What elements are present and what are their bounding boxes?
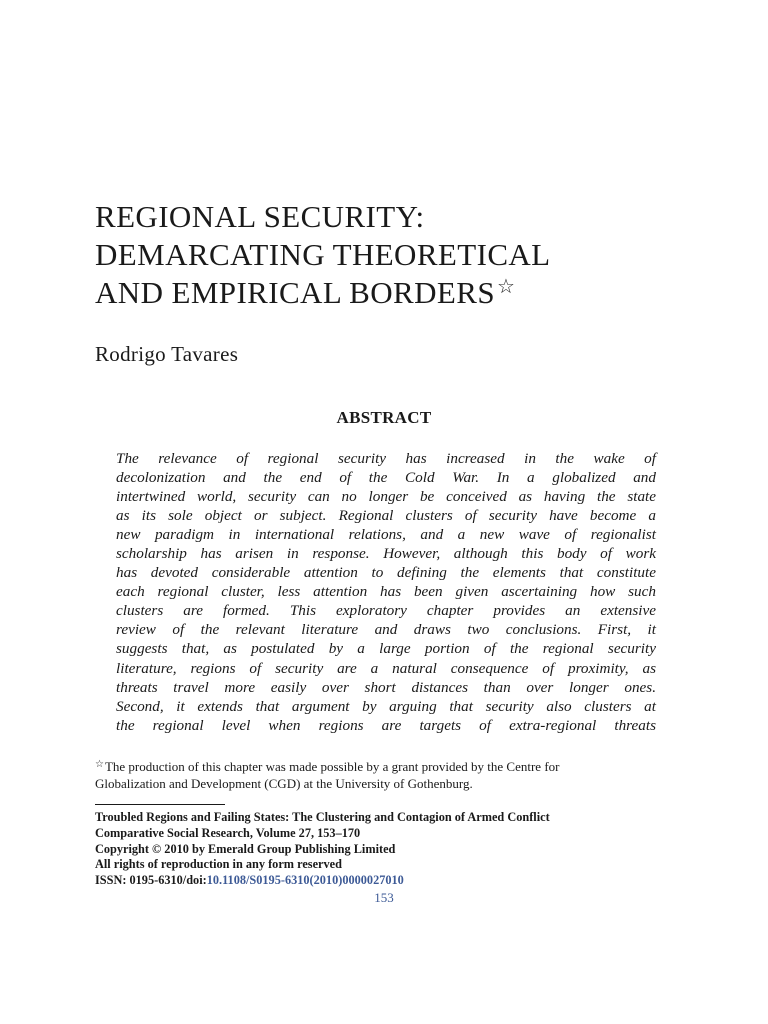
footnote-text-1: The production of this chapter was made possible by a grant provided by the Centre for: [104, 759, 560, 774]
footnote-line-2: Globalization and Development (CGD) at the University of Gothenburg.: [95, 776, 473, 791]
abstract-line: review of the relevant literature and draws two conclusions. First, it: [116, 621, 656, 639]
abstract-line: the regional level when regions are targets of extra-regional threats: [116, 716, 656, 734]
series-info: Comparative Social Research, Volume 27, 153–170: [95, 825, 361, 840]
abstract-line: new paradigm in international relations, and a new wave of regionalist: [116, 526, 656, 544]
abstract-line: clusters are formed. This exploratory chapter provides an extensive: [116, 602, 656, 620]
author-name: Rodrigo Tavares: [95, 342, 239, 366]
title-line-3-text: AND EMPIRICAL BORDERS: [95, 275, 495, 310]
abstract-line: literature, regions of security are a natural consequence of proximity, as: [116, 659, 656, 677]
footnote-star-icon: ☆: [95, 759, 104, 770]
book-title: Troubled Regions and Failing States: The Clustering and Contagion of Armed Conflict: [95, 810, 550, 824]
title-line-3: [95, 274, 715, 312]
title-footnote-star-icon[interactable]: ☆: [496, 276, 516, 298]
chapter-title: [95, 198, 715, 312]
abstract-line: The relevance of regional security has increased in the wake of: [116, 450, 656, 467]
doi-link[interactable]: 10.1108/S0195-6310(2010)0000027010: [206, 873, 404, 888]
issn-line: [95, 873, 695, 889]
rights-line: All rights of reproduction in any form reserved: [95, 857, 342, 872]
abstract-line: threats travel more easily over short distances than over longer ones.: [116, 678, 656, 696]
abstract-line: each regional cluster, less attention has been given ascertaining how such: [116, 583, 656, 601]
copyright-line: Copyright © 2010 by Emerald Group Publishing Limited: [95, 841, 396, 856]
issn-prefix: ISSN: 0195-6310/doi:: [95, 873, 207, 888]
footnote: [95, 758, 675, 792]
publication-info: [95, 810, 695, 889]
title-line-2: DEMARCATING THEORETICAL: [95, 237, 551, 272]
abstract-line: as its sole object or subject. Regional clusters of security have become a: [116, 507, 656, 525]
abstract-line: suggests that, as postulated by a large portion of the regional security: [116, 640, 656, 658]
title-line-1: REGIONAL SECURITY:: [95, 199, 425, 234]
abstract-line: has devoted considerable attention to defining the elements that constitute: [116, 564, 656, 582]
abstract-line: decolonization and the end of the Cold War. In a globalized and: [116, 469, 656, 487]
page-number: 153: [374, 890, 394, 905]
abstract-line: Second, it extends that argument by arguing that security also clusters at: [116, 697, 656, 715]
footnote-divider: [95, 804, 225, 805]
footnote-line-1: [95, 758, 675, 775]
abstract-heading: ABSTRACT: [336, 408, 432, 427]
abstract-line: intertwined world, security can no longer be conceived as having the state: [116, 488, 656, 506]
abstract-line: scholarship has arisen in response. However, although this body of work: [116, 545, 656, 563]
abstract-text: [116, 449, 656, 735]
